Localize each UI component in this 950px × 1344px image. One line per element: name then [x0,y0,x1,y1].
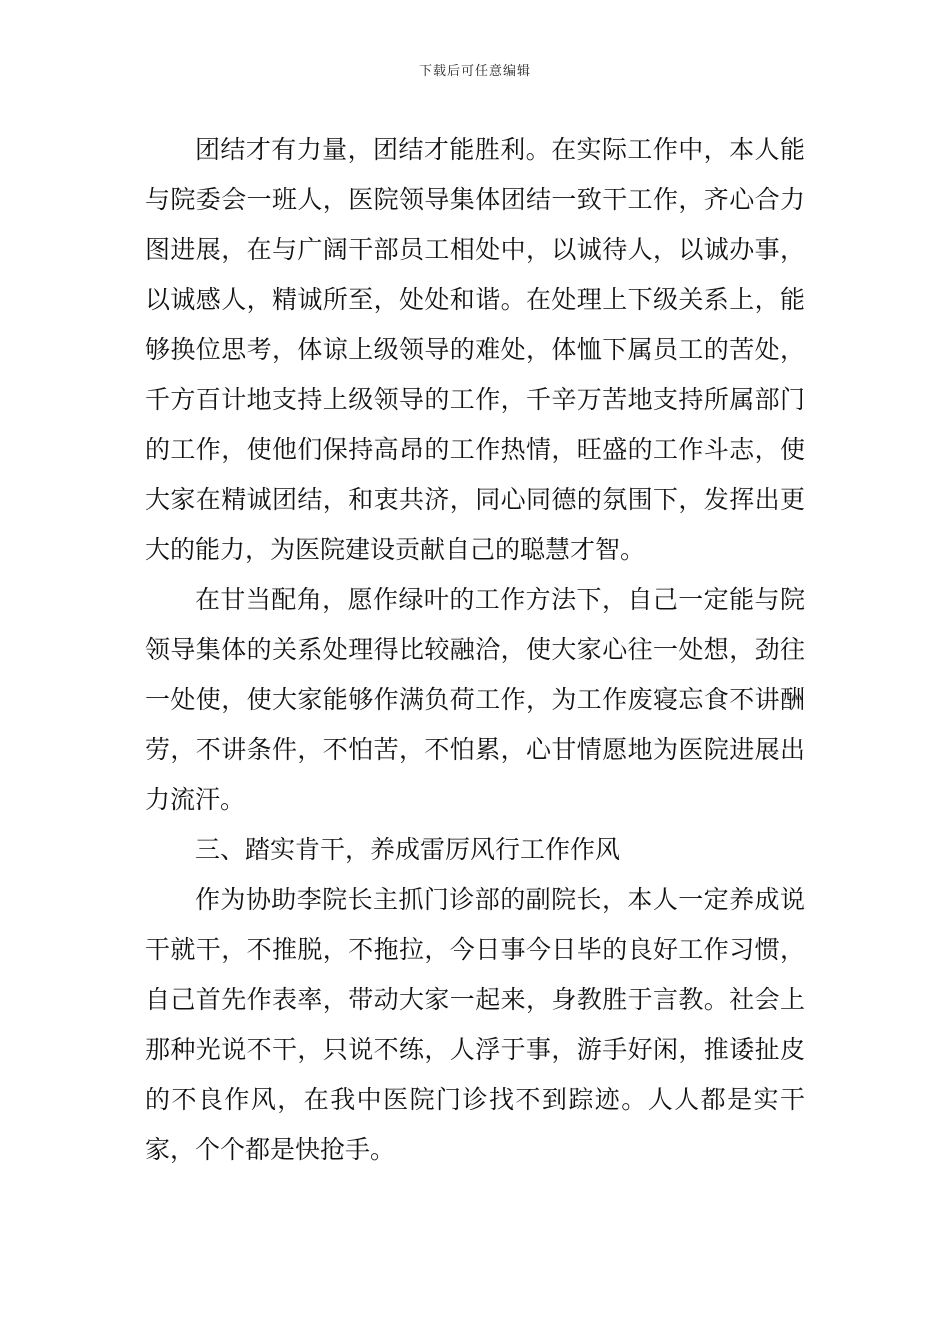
paragraph-supporting-role: 在甘当配角，愿作绿叶的工作方法下，自己一定能与院领导集体的关系处理得比较融洽，使大家心往一处想，劲往一处使，使大家能够作满负荷工作，为工作废寝忘食不讲酬劳，不讲条件，不怕苦，不怕累，心甘情愿地为医院进展出力流汗。 [145,585,805,814]
section-heading: 三、踏实肯干，养成雷厉风行工作作风 [195,835,621,864]
document-body [145,125,805,1175]
paragraph-unity: 团结才有力量，团结才能胜利。在实际工作中，本人能与院委会一班人，医院领导集体团结一致干工作，齐心合力图进展，在与广阔干部员工相处中，以诚待人，以诚办事，以诚感人，精诚所至，处处和谐。在处理上下级关系上，能够换位思考，体谅上级领导的难处，体恤下属员工的苦处，千方百计地支持上级领导的工作，千辛万苦地支持所属部门的工作，使他们保持高昂的工作热情，旺盛的工作斗志，使大家在精诚团结，和衷共济，同心同德的氛围下，发挥出更大的能力，为医院建设贡献自己的聪慧才智。 [145,135,805,564]
paragraph-work-style: 作为协助李院长主抓门诊部的副院长，本人一定养成说干就干，不推脱，不拖拉，今日事今日毕的良好工作习惯，自己首先作表率，带动大家一起来，身教胜于言教。社会上那种光说不干，只说不练，人浮于事，游手好闲，推诿扯皮的不良作风，在我中医院门诊找不到踪迹。人人都是实干家，个个都是快抢手。 [145,885,805,1164]
page-header: 下载后可任意编辑 [418,64,531,79]
